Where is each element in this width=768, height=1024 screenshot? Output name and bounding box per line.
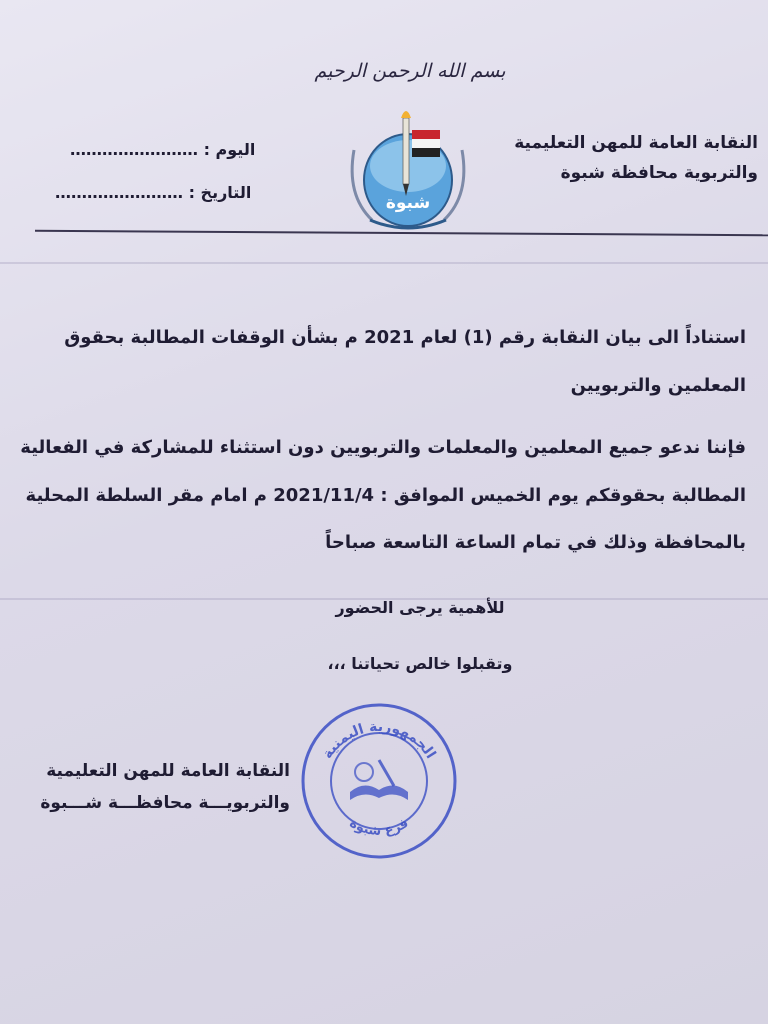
stamp-ring-text: الجمهورية اليمنية [319, 718, 439, 762]
paragraph-2-line-1: فإننا ندعو جميع المعلمين والمعلمات والتربويين دون استثناء للمشاركة في الفعالية [20, 437, 746, 458]
footer-org-line2: والتربويـــة محافظـــة شـــبوة [40, 793, 290, 813]
footer-org-line1: النقابة العامة للمهن التعليمية [46, 761, 290, 781]
logo-text: شبوة [385, 193, 431, 213]
header-organization [514, 128, 758, 188]
date-field [55, 183, 251, 202]
header-org-line1: النقابة العامة للمهن التعليمية [514, 133, 758, 153]
paragraph-1-line-1: استناداً الى بيان النقابة رقم (1) لعام 2021 م بشأن الوقفات المطالبة بحقوق [64, 327, 746, 348]
footer-organization [30, 755, 290, 819]
paragraph-2-line-2: المطالبة بحقوقكم يوم الخميس الموافق : 2021/11/4 م امام مقر السلطة المحلية [25, 485, 746, 506]
closing-attendance-note: للأهمية يرجى الحضور [335, 598, 505, 617]
svg-text:فرع شبوة [347, 816, 411, 839]
paragraph-2-line-3: بالمحافظة وذلك في تمام الساعة التاسعة صباحاً [325, 532, 746, 553]
date-label: التاريخ : [188, 183, 252, 202]
day-field [70, 140, 255, 159]
closing-regards: وتقبلوا خالص تحياتنا ،،، [327, 654, 513, 673]
day-value: …………………… [70, 140, 198, 159]
date-value: …………………… [55, 183, 183, 202]
union-logo-icon [342, 100, 474, 238]
day-label: اليوم : [203, 140, 256, 159]
paragraph-1-line-2: المعلمين والتربويين [570, 375, 746, 396]
official-stamp-icon [298, 700, 460, 862]
paper-fold-line [0, 262, 768, 264]
header-org-line2: والتربوية محافظة شبوة [560, 163, 758, 183]
stamp-bottom-text: فرع شبوة [346, 815, 412, 840]
basmala: بسم الله الرحمن الرحيم [314, 60, 506, 82]
